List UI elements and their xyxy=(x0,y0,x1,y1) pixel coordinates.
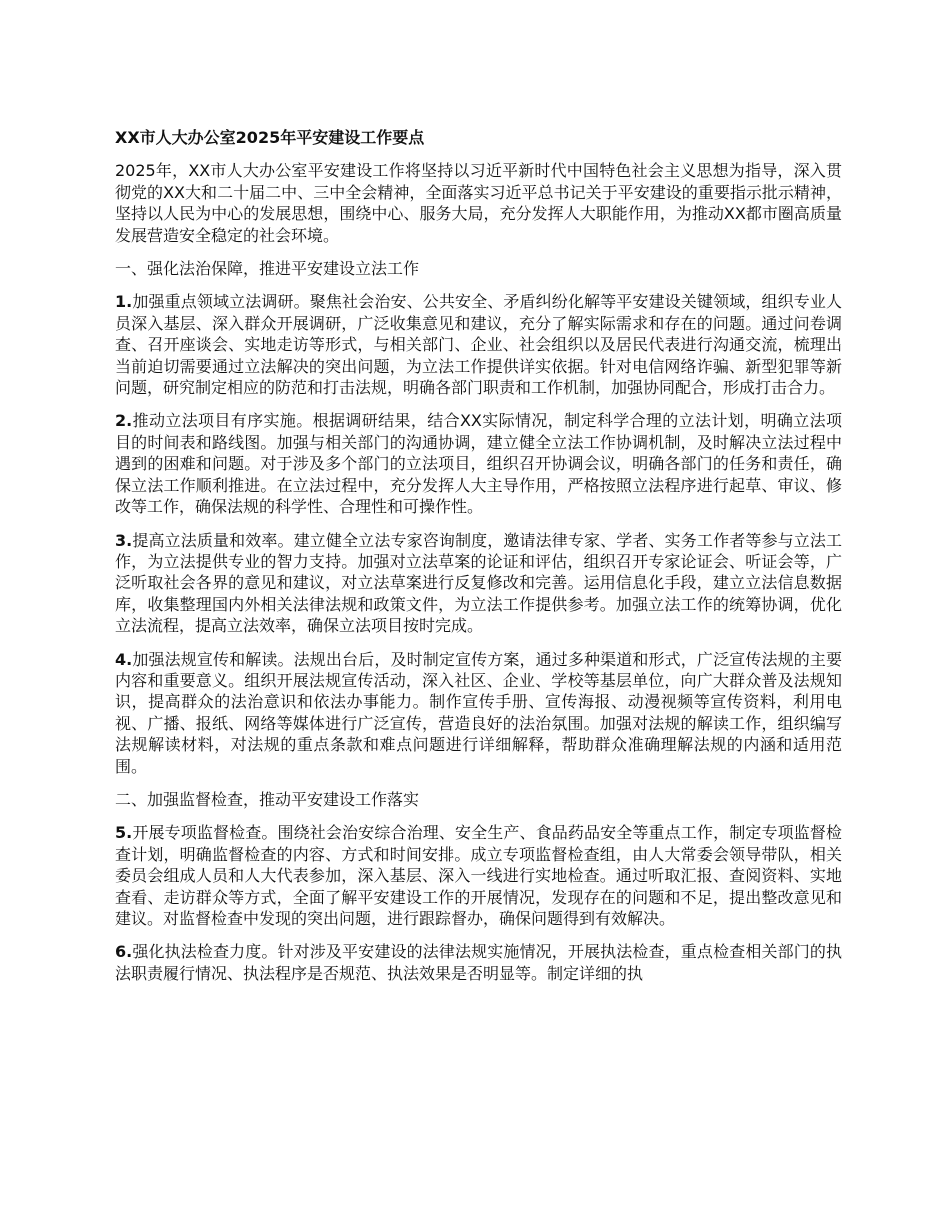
item-paragraph-4 xyxy=(115,649,842,777)
item-text: 推动立法项目有序实施。根据调研结果，结合XX实际情况，制定科学合理的立法计划，明确立法项目的时间表和路线图。加强与相关部门的沟通协调，建立健全立法工作协调机制，及时解决立法过程中遇到的困难和问题。对于涉及多个部门的立法项目，组织召开协调会议，明确各部门的任务和责任，确保立法工作顺利推进。在立法过程中，充分发挥人大主导作用，严格按照立法程序进行起草、审议、修改等工作，确保法规的科学性、合理性和可操作性。 xyxy=(115,411,842,517)
item-number: 1. xyxy=(115,292,133,312)
item-number: 3. xyxy=(115,530,133,550)
intro-paragraph: 2025年，XX市人大办公室平安建设工作将坚持以习近平新时代中国特色社会主义思想为指导，深入贯彻党的XX大和二十届二中、三中全会精神，全面落实习近平总书记关于平安建设的重要指示批示精神，坚持以人民为中心的发展思想，围绕中心、服务大局，充分发挥人大职能作用，为推动XX都市圈高质量发展营造安全稳定的社会环境。 xyxy=(115,161,842,245)
item-paragraph-2 xyxy=(115,410,842,517)
item-text: 提高立法质量和效率。建立健全立法专家咨询制度，邀请法律专家、学者、实务工作者等参与立法工作，为立法提供专业的智力支持。加强对立法草案的论证和评估，组织召开专家论证会、听证会等，广泛听取社会各界的意见和建议，对立法草案进行反复修改和完善。运用信息化手段，建立立法信息数据库，收集整理国内外相关法律法规和政策文件，为立法工作提供参考。加强立法工作的统筹协调，优化立法流程，提高立法效率，确保立法项目按时完成。 xyxy=(115,530,842,636)
item-paragraph-3 xyxy=(115,530,842,637)
item-text: 开展专项监督检查。围绕社会治安综合治理、安全生产、食品药品安全等重点工作，制定专项监督检查计划，明确监督检查的内容、方式和时间安排。成立专项监督检查组，由人大常委会领导带队，相关委员会组成人员和人大代表参加，深入基层、深入一线进行实地检查。通过听取汇报、查阅资料、实地查看、走访群众等方式，全面了解平安建设工作的开展情况，发现存在的问题和不足，提出整改意见和建议。对监督检查中发现的突出问题，进行跟踪督办，确保问题得到有效解决。 xyxy=(115,823,842,928)
item-number: 6. xyxy=(115,942,133,962)
item-number: 2. xyxy=(115,411,133,431)
item-text: 加强重点领域立法调研。聚焦社会治安、公共安全、矛盾纠纷化解等平安建设关键领域，组织专业人员深入基层、深入群众开展调研，广泛收集意见和建议，充分了解实际需求和存在的问题。通过问卷调查、召开座谈会、实地走访等形式，与相关部门、企业、社会组织以及居民代表进行沟通交流，梳理出当前迫切需要通过立法解决的突出问题，为立法工作提供详实依据。针对电信网络诈骗、新型犯罪等新问题，研究制定相应的防范和打击法规，明确各部门职责和工作机制，加强协同配合，形成打击合力。 xyxy=(115,292,842,398)
item-text: 强化执法检查力度。针对涉及平安建设的法律法规实施情况，开展执法检查，重点检查相关部门的执法职责履行情况、执法程序是否规范、执法效果是否明显等。制定详细的执 xyxy=(115,942,842,983)
item-number: 4. xyxy=(115,649,133,669)
item-text: 加强法规宣传和解读。法规出台后，及时制定宣传方案，通过多种渠道和形式，广泛宣传法规的主要内容和重要意义。组织开展法规宣传活动，深入社区、企业、学校等基层单位，向广大群众普及法规知识，提高群众的法治意识和依法办事能力。制作宣传手册、宣传海报、动漫视频等宣传资料，利用电视、广播、报纸、网络等媒体进行广泛宣传，营造良好的法治氛围。加强对法规的解读工作，组织编写法规解读材料，对法规的重点条款和难点问题进行详细解释，帮助群众准确理解法规的内涵和适用范围。 xyxy=(115,649,842,776)
item-number: 5. xyxy=(115,823,133,843)
item-paragraph-6 xyxy=(115,941,842,984)
document-title: XX市人大办公室2025年平安建设工作要点 xyxy=(115,128,425,147)
item-paragraph-1 xyxy=(115,291,842,398)
section-heading-2: 二、加强监督检查，推动平安建设工作落实 xyxy=(115,789,420,809)
item-paragraph-5 xyxy=(115,822,842,929)
section-heading-1: 一、强化法治保障，推进平安建设立法工作 xyxy=(115,259,420,279)
document-page xyxy=(115,127,842,996)
